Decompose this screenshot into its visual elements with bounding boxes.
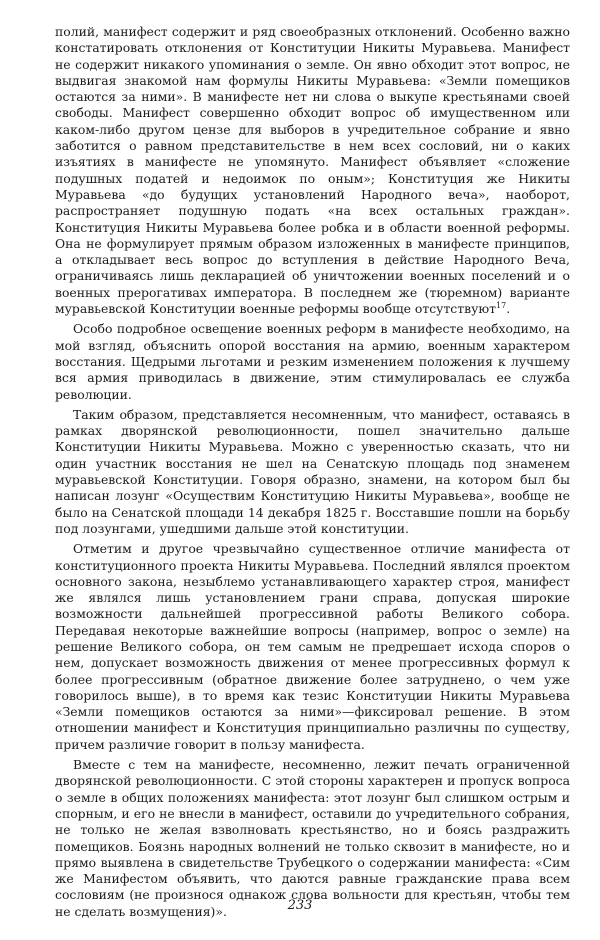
- paragraph-1: [55, 24, 570, 317]
- footnote-marker: 17: [496, 300, 507, 310]
- page-number: 233: [287, 898, 313, 913]
- paragraph-1-tail: .: [506, 301, 511, 317]
- paragraph-4: Отметим и другое чрезвычайно существенное отличие манифеста от конституционного проекта Никиты Муравьева. Последний являлся проектом основного закона, незыблемо устанавливающего характер строя, манифест же являлся лишь установлением грани справа, допуская широкие возможности дальнейшей прогрессивной работы Великого собора. Передавая некоторые важнейшие вопросы (например, вопрос о земле) на решение Великого собора, он тем самым не предрешает исхода споров о нем, допускает возможность движения от менее прогрессивных формул к более прогрессивным (обратное движение более затруднено, о чем уже говорилось выше), в то время как тезис Конституции Никиты Муравьева «Земли помещиков остаются за ними»—фиксировал решение. В этом отношении манифест и Конституция принципиально различны по существу, причем различие говорит в пользу манифеста.: [55, 541, 570, 752]
- paragraph-5: Вместе с тем на манифесте, несомненно, лежит печать ограниченной дворянской революционности. С этой стороны характерен и пропуск вопроса о земле в общих положениях манифеста: этот лозунг был слишком острым и спорным, и его не внесли в манифест, оставили до учредительного собрания, не только не желая взволновать крестьянство, но и боясь раздражить помещиков. Боязнь народных волнений не только сквозит в манифесте, но и прямо выявлена в свидетельстве Трубецкого о содержании манифеста: «Сим же Манифестом объявить, что даются равные гражданские права всем сословиям (не произнося однакож слова вольности для крестьян, чтобы тем не сделать возмущения)».: [55, 757, 570, 919]
- body-text: [55, 24, 570, 920]
- paragraph-2: Особо подробное освещение военных реформ в манифесте необходимо, на мой взгляд, объяснить опорой восстания на армию, военным характером восстания. Щедрыми льготами и резким изменением положения к лучшему вся армия приводилась в движение, этим стимулировалась ее служба революции.: [55, 321, 570, 402]
- paragraph-3: Таким образом, представляется несомненным, что манифест, оставаясь в рамках дворянской революционности, пошел значительно дальше Конституции Никиты Муравьева. Можно с уверенностью сказать, что ни один участник восстания не шел на Сенатскую площадь под знаменем муравьевской Конституции. Говоря образно, знамени, на котором был бы написан лозунг «Осуществим Конституцию Никиты Муравьева», вообще не было на Сенатской площади 14 декабря 1825 г. Восставшие пошли на борьбу под лозунгами, ушедшими дальше этой конституции.: [55, 406, 570, 536]
- paragraph-1-text: полий, манифест содержит и ряд своеобразных отклонений. Особенно важно констатировать отклонения от Конституции Никиты Муравьева. Манифест не содержит никакого упоминания о земле. Он явно обходит этот вопрос, не выдвигая знакомой нам формулы Никиты Муравьева: «Земли помещиков остаются за ними». В манифесте нет ни слова о выкупе крестьянами своей свободы. Манифест совершенно обходит вопрос об имущественном или каком-либо другом цензе для выборов в учредительное собрание и явно заботится о равном представительстве в нем всех сословий, ни о каких изъятиях в манифесте не упомянуто. Манифест объявляет «сложение подушных податей и недоимок по оным»; Конституция же Никиты Муравьева «до будущих установлений Народного веча», наоборот, распространяет подушную подать «на всех остальных граждан». Конституция Никиты Муравьева более робка и в области военной реформы. Она не формулирует прямым образом изложенных в манифесте принципов, а откладывает весь вопрос до вступления в действие Народного Веча, ограничиваясь лишь декларацией об уничтожении военных поселений и о военных прерогативах императора. В последнем же (тюремном) варианте муравьевской Конституции военные реформы вообще отсутствуют: [55, 24, 570, 317]
